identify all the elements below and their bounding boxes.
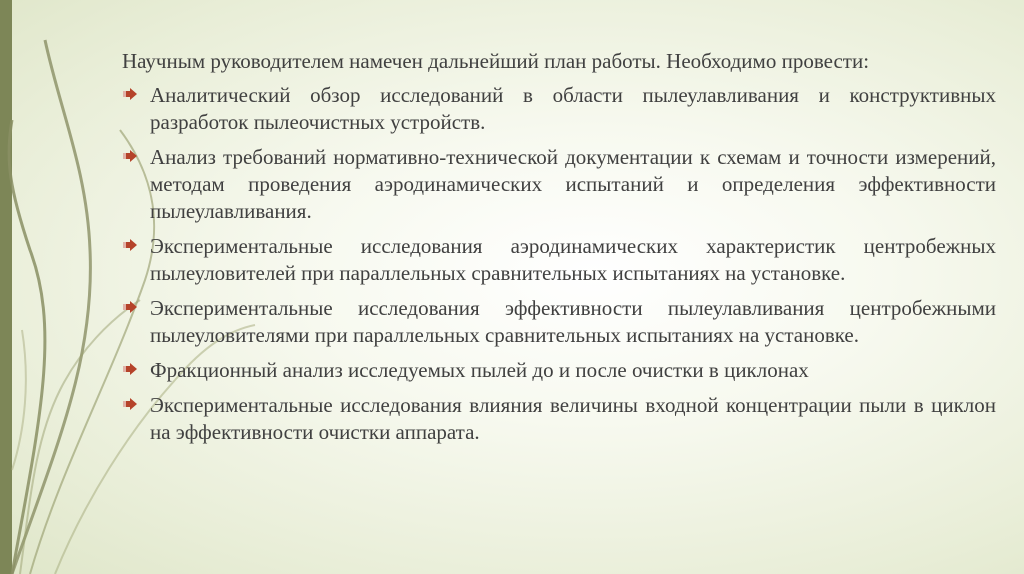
intro-text: Научным руководителем намечен дальнейший план работы. Необходимо провести:: [122, 49, 870, 73]
arrow-right-icon: [122, 362, 138, 376]
bullet-text: Экспериментальные исследования влияния величины входной концентрации пыли в циклон на эффективности очистки аппарата.: [150, 393, 996, 444]
bullet-item: [122, 233, 996, 287]
bullet-item: [122, 82, 996, 136]
bullet-text: Аналитический обзор исследований в области пылеулавливания и конструктивных разработок пылеочистных устройств.: [150, 83, 996, 134]
arrow-right-icon: [122, 397, 138, 411]
bullet-text: Анализ требований нормативно-технической документации к схемам и точности измерений, методам проведения аэродинамических испытаний и определения эффективности пылеулавливания.: [150, 145, 996, 223]
arrow-right-icon: [122, 238, 138, 252]
arrow-right-icon: [122, 87, 138, 101]
bullet-text: Экспериментальные исследования аэродинамических характеристик центробежных пылеуловителей при параллельных сравнительных испытаниях на установке.: [150, 234, 996, 285]
arrow-right-icon: [122, 149, 138, 163]
bullet-item: [122, 295, 996, 349]
bullet-text: Фракционный анализ исследуемых пылей до и после очистки в циклонах: [150, 358, 809, 382]
arrow-right-icon: [122, 300, 138, 314]
bullet-item: [122, 144, 996, 225]
bullet-item: [122, 392, 996, 446]
bullet-text: Экспериментальные исследования эффективности пылеулавливания центробежными пылеуловителями при параллельных сравнительных испытаниях на установке.: [150, 296, 996, 347]
bullet-item: [122, 357, 996, 384]
bullet-list: [122, 82, 996, 446]
slide-content: [122, 48, 996, 454]
